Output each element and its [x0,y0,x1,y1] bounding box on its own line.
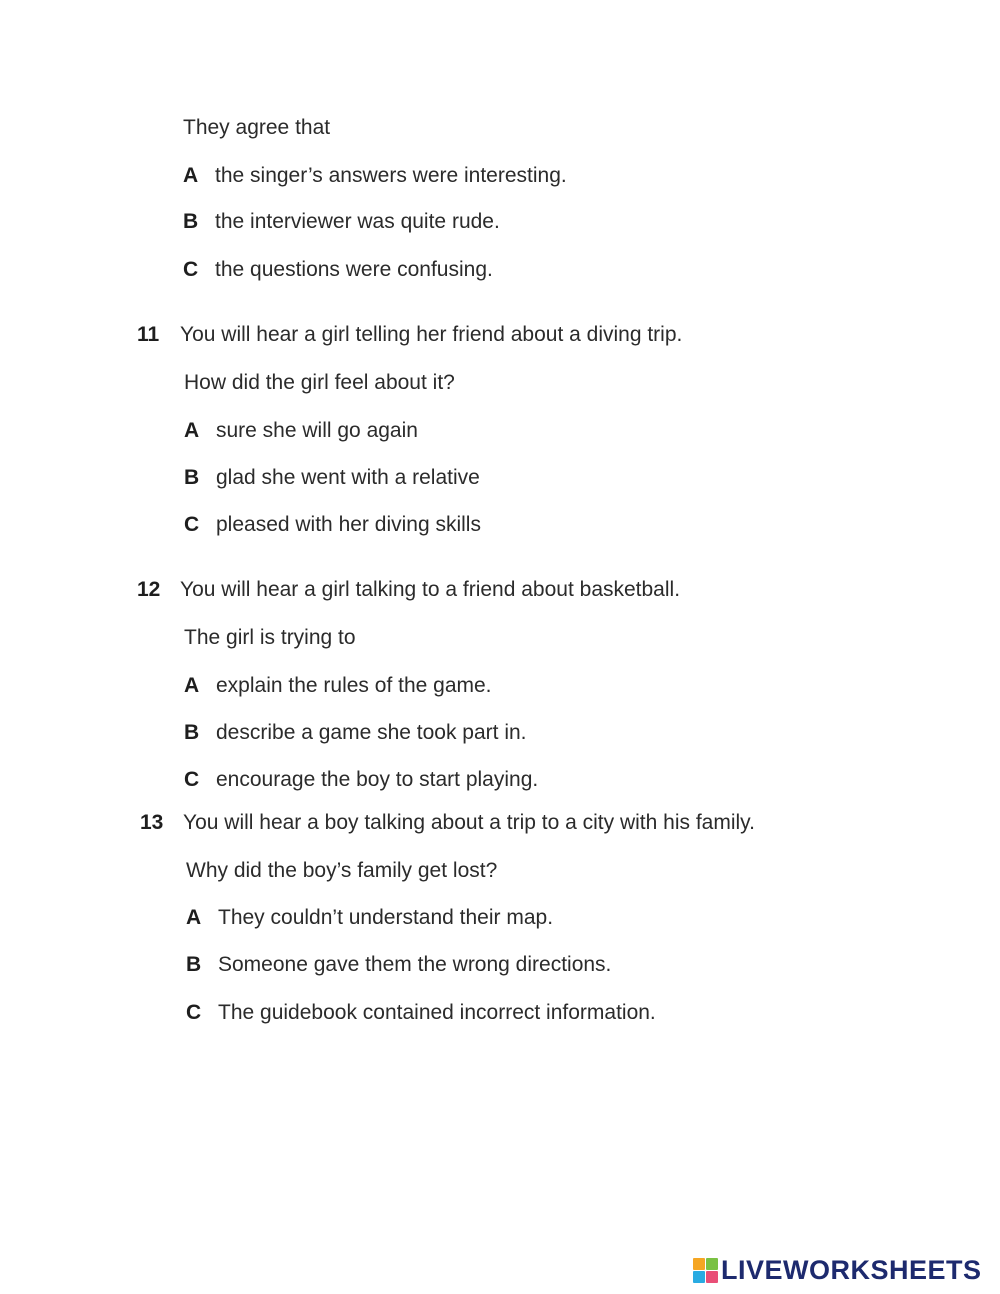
option-letter: B [183,210,199,233]
option-letter: A [184,674,200,697]
logo-text: LIVEWORKSHEETS [721,1255,982,1285]
q10-stem [183,115,330,141]
q13-option-c[interactable] [186,1000,656,1026]
option-text: encourage the boy to start playing. [216,768,539,791]
q13-prompt [140,810,755,836]
logo-grid-cell [693,1271,705,1283]
q10-stem-text: They agree that [183,116,331,139]
logo-grid-cell [693,1258,705,1270]
option-letter: A [184,419,200,442]
q11-option-a[interactable] [184,418,418,444]
question-number: 12 [137,578,161,601]
option-letter: B [184,466,200,489]
q11-prompt [137,322,682,348]
option-letter: C [184,513,200,536]
q11-stem [184,370,455,396]
q13-option-a[interactable] [186,905,553,931]
q10-option-c[interactable] [183,257,493,283]
question-prompt: You will hear a girl telling her friend about a diving trip. [180,323,683,346]
q12-stem-text: The girl is trying to [184,626,356,649]
option-text: the questions were confusing. [215,258,493,281]
option-text: the interviewer was quite rude. [215,210,500,233]
q12-prompt [137,577,680,603]
q10-option-b[interactable] [183,209,500,235]
q11-stem-text: How did the girl feel about it? [184,371,455,394]
option-text: explain the rules of the game. [216,674,492,697]
question-prompt: You will hear a girl talking to a friend about basketball. [180,578,681,601]
option-letter: A [183,164,199,187]
option-letter: C [186,1001,202,1024]
option-text: The guidebook contained incorrect information. [218,1001,656,1024]
q12-option-c[interactable] [184,767,538,793]
option-text: Someone gave them the wrong directions. [218,953,612,976]
option-text: They couldn’t understand their map. [218,906,554,929]
option-text: sure she will go again [216,419,418,442]
option-letter: A [186,906,202,929]
q13-stem [186,858,497,884]
option-text: the singer’s answers were interesting. [215,164,567,187]
question-number: 11 [137,323,160,346]
question-prompt: You will hear a boy talking about a trip to a city with his family. [183,811,755,834]
logo-grid-icon [693,1258,718,1283]
option-letter: B [184,721,200,744]
q12-option-a[interactable] [184,673,492,699]
q11-option-c[interactable] [184,512,481,538]
option-letter: C [184,768,200,791]
option-text: describe a game she took part in. [216,721,527,744]
q12-option-b[interactable] [184,720,527,746]
q13-option-b[interactable] [186,952,611,978]
logo-grid-cell [706,1271,718,1283]
option-letter: B [186,953,202,976]
option-text: glad she went with a relative [216,466,480,489]
option-letter: C [183,258,199,281]
logo-grid-cell [706,1258,718,1270]
q12-stem [184,625,356,651]
q13-stem-text: Why did the boy’s family get lost? [186,859,498,882]
liveworksheets-logo [693,1256,982,1284]
q10-option-a[interactable] [183,163,567,189]
question-number: 13 [140,811,164,834]
q11-option-b[interactable] [184,465,480,491]
option-text: pleased with her diving skills [216,513,481,536]
